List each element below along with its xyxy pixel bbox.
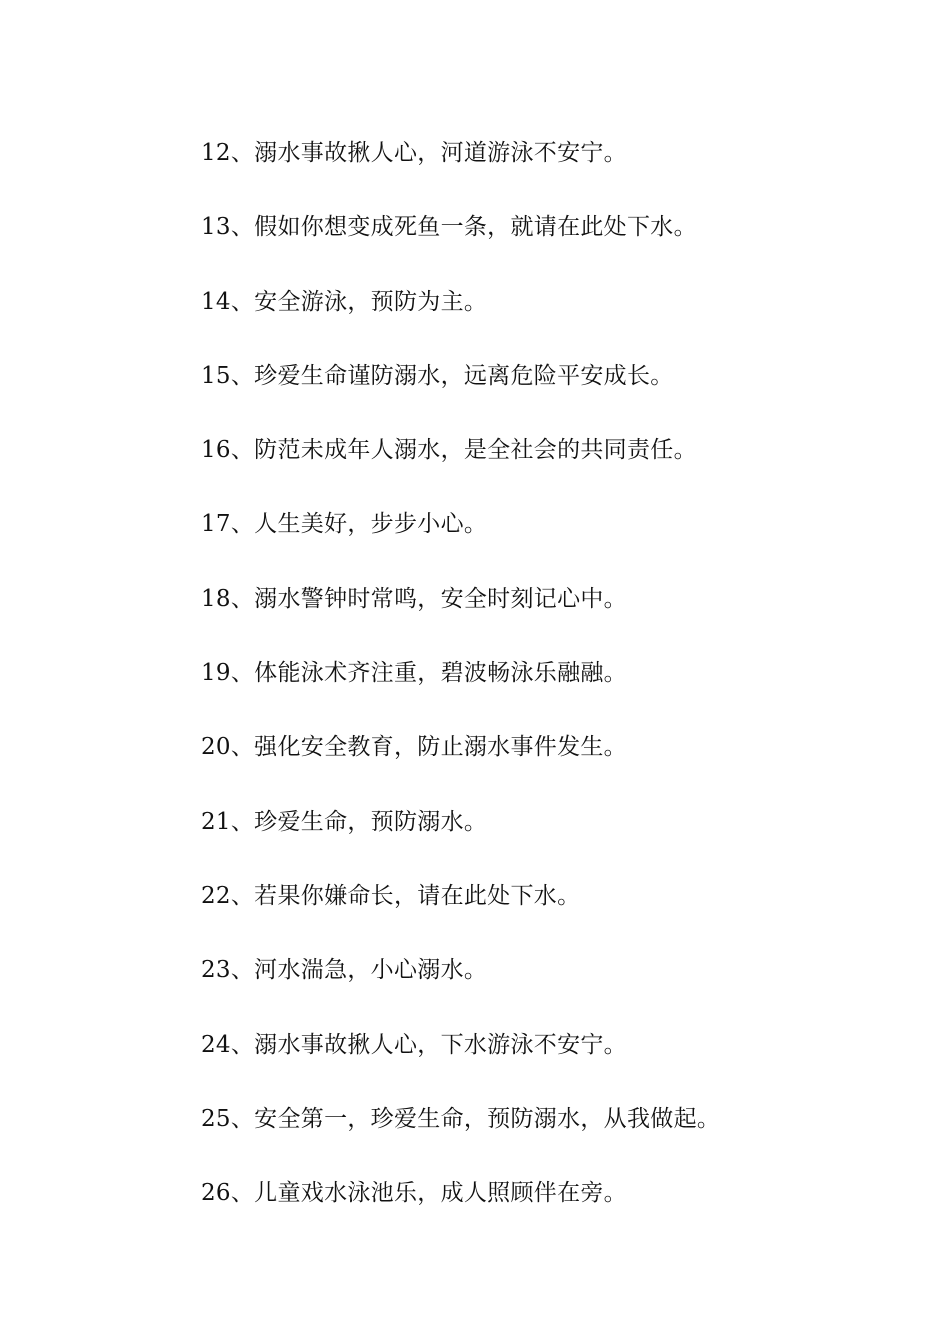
item-text: 、溺水事故揪人心，河道游泳不安宁。 — [230, 140, 627, 166]
item-text: 、假如你想变成死鱼一条，就请在此处下水。 — [230, 214, 697, 241]
list-item — [201, 653, 901, 727]
item-text: 、儿童戏水泳池乐，成人照顾伴在旁。 — [230, 1180, 627, 1207]
item-number: 15 — [201, 362, 231, 389]
item-number: 22 — [201, 882, 231, 909]
list-item — [201, 1099, 901, 1173]
item-text: 、溺水事故揪人心，下水游泳不安宁。 — [230, 1031, 627, 1058]
item-number: 12 — [201, 140, 231, 166]
item-text: 、体能泳术齐注重，碧波畅泳乐融融。 — [230, 660, 627, 687]
list-item — [201, 282, 901, 356]
item-number: 21 — [201, 808, 231, 835]
list-item — [201, 504, 901, 578]
item-text: 、安全游泳，预防为主。 — [230, 288, 488, 315]
list-item — [201, 727, 901, 801]
list-item — [201, 1173, 901, 1247]
item-text: 、珍爱生命，预防溺水。 — [230, 808, 488, 835]
list-item — [201, 802, 901, 876]
list-item — [201, 207, 901, 281]
item-text: 、防范未成年人溺水，是全社会的共同责任。 — [230, 437, 697, 464]
item-number: 18 — [201, 585, 231, 612]
item-text: 、若果你嫌命长，请在此处下水。 — [230, 882, 581, 909]
list-item — [201, 579, 901, 653]
item-text: 、溺水警钟时常鸣，安全时刻记心中。 — [230, 585, 627, 612]
item-number: 26 — [201, 1180, 231, 1207]
list-item — [201, 430, 901, 504]
list-item — [201, 950, 901, 1024]
item-number: 23 — [201, 957, 231, 984]
list-item — [201, 133, 901, 207]
item-text: 、河水湍急，小心溺水。 — [230, 957, 488, 984]
item-number: 19 — [201, 660, 231, 687]
item-text: 、珍爱生命谨防溺水，远离危险平安成长。 — [230, 362, 674, 389]
item-number: 17 — [201, 511, 231, 538]
list-item — [201, 356, 901, 430]
list-item — [201, 1025, 901, 1099]
item-text: 、强化安全教育，防止溺水事件发生。 — [230, 734, 627, 761]
item-number: 25 — [201, 1105, 231, 1132]
item-number: 13 — [201, 214, 231, 241]
item-number: 24 — [201, 1031, 231, 1058]
slogan-list — [201, 133, 901, 1247]
item-text: 、安全第一，珍爱生命，预防溺水，从我做起。 — [230, 1105, 721, 1132]
item-number: 16 — [201, 437, 231, 464]
item-number: 14 — [201, 288, 231, 315]
item-text: 、人生美好，步步小心。 — [230, 511, 488, 538]
list-item — [201, 876, 901, 950]
item-number: 20 — [201, 734, 231, 761]
